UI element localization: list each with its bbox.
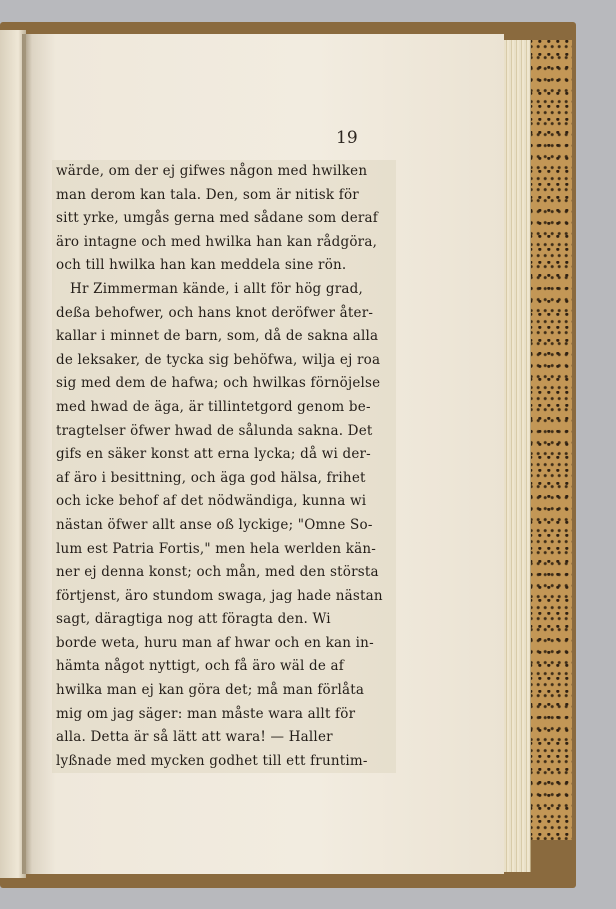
- text-line: förtjenst, äro stundom swaga, jag hade nästan: [56, 587, 383, 604]
- text-line: lyßnade med mycken godhet till ett fruntim-: [56, 752, 368, 769]
- text-line: af äro i besittning, och äga god hälsa, frihet: [56, 469, 366, 486]
- text-line: man derom kan tala. Den, som är nitisk för: [56, 186, 359, 203]
- gutter-shadow: [22, 34, 32, 874]
- text-line: de leksaker, de tycka sig behöfwa, wilja ej roa: [56, 351, 381, 368]
- text-line: med hwad de äga, är tillintetgord genom be-: [56, 398, 371, 415]
- text-line: gifs en säker konst att erna lycka; då wi der-: [56, 446, 371, 463]
- text-line: sagt, däragtiga nog att föragta den. Wi: [56, 611, 331, 628]
- text-line: alla. Detta är så lätt att wara! — Haller: [56, 729, 333, 746]
- text-line: och icke behof af det nödwändiga, kunna wi: [56, 493, 367, 510]
- text-line: ner ej denna konst; och mån, med den största: [56, 564, 379, 581]
- text-line: Hr Zimmerman kände, i allt för hög grad,: [70, 280, 363, 297]
- text-line: och till hwilka han kan meddela sine rön.: [56, 257, 347, 274]
- text-line: kallar i minnet de barn, som, då de sakna alla: [56, 328, 379, 345]
- text-line: äro intagne och med hwilka han kan rådgöra,: [56, 233, 378, 250]
- text-line: borde weta, huru man af hwar och en kan in-: [56, 634, 374, 651]
- page-stack-edges: [504, 40, 531, 872]
- text-line: hwilka man ej kan göra det; må man förlåta: [56, 682, 365, 699]
- text-line: lum est Patria Fortis," men hela werlden kän-: [56, 540, 377, 557]
- text-block: [52, 160, 396, 773]
- text-line: mig om jag säger: man måste wara allt för: [56, 705, 356, 722]
- text-line: nästan öfwer allt anse oß lyckige; "Omne So-: [56, 516, 373, 533]
- text-line: sig med dem de hafwa; och hwilkas förnöjelse: [56, 375, 381, 392]
- page-number: 19: [336, 128, 358, 148]
- text-line: sitt yrke, umgås gerna med sådane som deraf: [56, 210, 378, 227]
- text-line: deßa behofwer, och hans knot deröfwer åter-: [56, 304, 374, 321]
- text-line: tragtelser öfwer hwad de sålunda sakna. Det: [56, 422, 373, 439]
- text-line: hämta något nyttigt, och få äro wäl de af: [56, 658, 344, 675]
- text-line: wärde, om der ej gifwes någon med hwilken: [56, 163, 368, 179]
